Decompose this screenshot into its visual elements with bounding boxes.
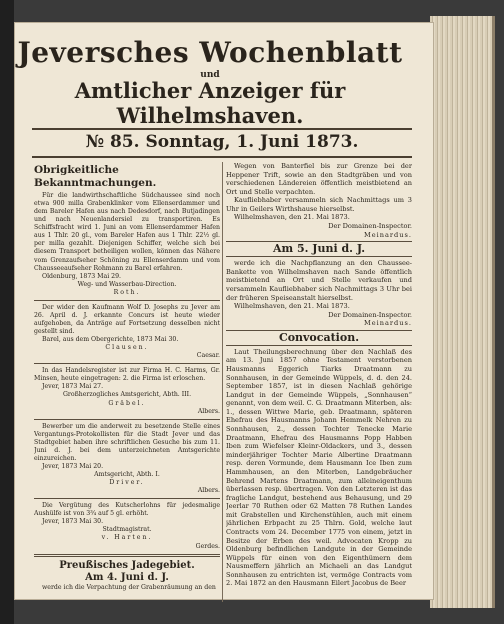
notice-signature: Meinardus. [363, 319, 412, 328]
notice-text: Bewerber um die anderweit zu besetzende Stelle eines Vergantungs-Protokollisten für die Stadt Jever und das Stadtgebiet haben ihre schriftlichen Gesuche bis zum 11. Juni d. J. bei dem unterzeichneten Amtsgerichte einzureichen. [34, 422, 220, 462]
right-column [226, 162, 412, 588]
issue-line: № 85. Sonntag, 1. Juni 1873. [85, 132, 359, 152]
notice-office: Der Domainen-Inspector. [328, 222, 412, 231]
notice-text: In das Handelsregister ist zur Firma H. C. Harms, Gr. Minsen, heute eingetragen: 2. die Firma ist erloschen. [34, 367, 220, 383]
notice-text: werde ich die Nachpflanzung an den Chaussee-Bankette von Wilhelmshaven nach Sande öffentlich meistbietend an Ort und Stelle verkaufen und versammeln Kaufliebhaber sich Nachmittags 3 Uhr bei der früheren Speiseanstalt hierselbst. [226, 259, 412, 302]
section-heading-jadegebiet: Preußisches Jadegebiet. [59, 559, 195, 571]
notice-signature: Clausen. [105, 344, 149, 352]
notice-date: Barel, aus dem Obergerichte, 1873 Mai 30. [42, 336, 179, 344]
divider [34, 498, 220, 499]
notice-clerk: Gerdes. [195, 542, 220, 550]
notice-date: Wilhelmshaven, den 21. Mai 1873. [234, 302, 350, 311]
notice-date: Jever, 1873 Mai 27. [42, 383, 104, 391]
left-column [34, 162, 220, 592]
notice-signature: v. Harten. [101, 534, 153, 542]
issue-rule-bottom [32, 156, 412, 158]
notice-date: Oldenburg, 1873 Mai 29. [42, 272, 121, 280]
newspaper-subtitle: Amtlicher Anzeiger für Wilhelmshaven. [74, 78, 346, 128]
notice-clerk: Caesar. [196, 352, 220, 360]
notice-office: Weg- und Wasserbau-Direction. [77, 280, 177, 288]
notice-office: Der Domainen-Inspector. [328, 310, 412, 319]
notice-signature: Gräbel. [108, 399, 146, 407]
title-conjunction: und [200, 70, 220, 80]
notice-date: Jever, 1873 Mai 20. [42, 462, 104, 470]
issue-rule-top [32, 128, 412, 130]
notice-signature: Meinardus. [363, 230, 412, 239]
notice-office: Amtsgericht, Abth. I. [94, 471, 160, 478]
double-divider [34, 554, 220, 557]
notice-office: Stadtmagistrat. [102, 526, 152, 534]
notice-clerk: Albers. [197, 487, 220, 495]
auction-date-heading: Am 5. Juni d. J. [226, 241, 412, 257]
divider [34, 363, 220, 364]
notice-date: Wilhelmshaven, den 21. Mai 1873. [234, 213, 350, 222]
divider [34, 300, 220, 301]
notice-text: Der wider den Kaufmann Wolf D. Josephs zu Jever am 26. April d. J. erkannte Concurs ist heute wieder aufgehoben, da Anträge auf Fortsetzung desselben nicht gestellt sind. [34, 303, 220, 335]
notice-text: werde ich die Verpachtung der Grabenräumung an den [42, 583, 216, 591]
notice-clerk: Albers. [197, 407, 220, 415]
notice-text: Wegen von Banterfiel bis zur Grenze bei der Heppener Trift, sowie an den Stadtgräben und von verschiedenen Ländereien öffentlich meistbietend an Ort und Stelle verpachten. [226, 162, 412, 196]
page-edges [430, 16, 495, 608]
notice-text: Kaufliebhaber versammeln sich Nachmittags um 3 Uhr in Geilers Wirthshause hierselbst. [226, 196, 412, 213]
notice-date: Jever, 1873 Mai 30. [42, 518, 104, 526]
notice-text: Für die landwirthschaftliche Südchaussee sind noch etwa 900 milla Grabenklinker vom Ellenserdammer und dem Bareler Hafen aus nach Dedesdorf, nach Butjadingen und nach Neuenlandersiel zu transportiren. Es Schiffsfracht wird 1. Juni an vom Ellenserdammer Hafen aus 1 Thlr. 20 gl., vom Bareler Hafen aus 1 Thlr. 22½ gl. per milla gezahlt. Diejenigen Schiffer, welche sich bei diesem Transport betheiligen wollen, können das Nähere vom Grenzaufseher Schöning zu Ellenserdamm und vom Chausseeaufseher Rohmann zu Barel erfahren. [34, 192, 220, 272]
column-divider [222, 162, 223, 602]
newspaper-title: Jeversches Wochenblatt [17, 36, 403, 69]
divider [34, 419, 220, 420]
notice-text: Die Vergütung des Kutscherlohns für jedesmalige Aushülfe ist von 3¾ auf 5 gl. erhöht. [34, 502, 220, 518]
section-heading-convocation: Convocation. [226, 330, 412, 346]
convocation-text: Laut Theilungsberechnung über den Nachlaß des am 13. Juni 1857 ohne Testament verstorbenen Hausmanns Eggerich Tiarks Draatmann zu Sonnhausen, in der Gemeinde Wüppels, d. d. den 24. September 1857, ist in diesen Nachlaß gehörige Landgut in der Gemeinde Wüppels, „Sonnhausen“ genannt, von dem weil. C. G. Draatmann Miterben, als: 1., dessen Wittwe Marie, geb. Draatmann, späteren Ehefrau des Hausmanns Johann Hemmelk Nehren zu Sonnhausen, 2., dessen Tochter Tenecke Marie Draatmann, Ehefrau des Hausmanns Popp Habben Iben zum Wiefelser Kleinr-Oldackers, und 3., dessen minderjähriger Tochter Marie Albertine Draatmann resp. deren Vormunde, dem Hausmann Ice Iben zum Hammhausen, an den Miterben, Landgebräucher Behrend Martens Draatmann, zum alleineigenthum überlassen resp. übertragen. Von den Letzteren ist das fragliche Landgut, bestehend aus Behausung, und 29 Jeerlar 70 Ruthen oder 62 Matten 78 Ruthen Landes mit Grabstellen und Kirchenstühlen, auch mit einem jährlichen Erbpacht zu 25 Thlrn. Gold, welche laut Contracts vom 24. December 1775 von einem, jetzt in Besitze der Erben des weil. Advocaten Kropp zu Oldenburg befindlichen Landgute in der Gemeinde Wüppels für einen von den Eigenthümern dem Nausmeffern jährlich an Michaeli an das Landgut Sonnhausen zu entrichten ist, vermöge Contracts vom 2. Mai 1872 an den Hausmann Eilert Jacobus de Beer [226, 347, 412, 588]
notice-signature: Roth. [113, 288, 141, 296]
notice-office: Großherzogliches Amtsgericht, Abth. III. [62, 391, 192, 399]
notice-signature: Driver. [109, 479, 145, 487]
section-heading-official: Obrigkeitliche Bekanntmachungen. [34, 164, 157, 189]
auction-date-heading: Am 4. Juni d. J. [85, 571, 169, 583]
